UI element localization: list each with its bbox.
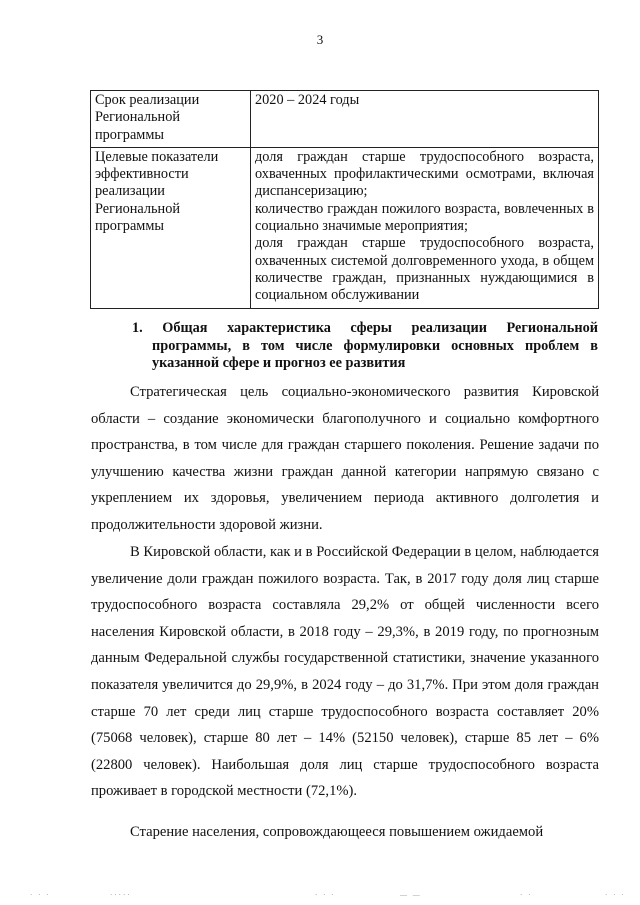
table-row: [91, 147, 599, 308]
value-line: 2020 – 2024 годы: [255, 92, 360, 108]
section-heading: 1. Общая характеристика сферы реализации Региональной программы, в том числе формулировки основных проблем в указанной сфере и прогноз ее развития: [132, 320, 598, 371]
row-value-period: [251, 91, 599, 148]
row-label-period: Срок реализации Региональной программы: [91, 91, 251, 148]
scan-noise: · · · ····· · · · — — · · · · ·: [30, 891, 626, 899]
row-value-indicators: [251, 147, 599, 308]
program-info-table: [90, 90, 599, 309]
page-number: 3: [316, 32, 324, 47]
body-paragraph: Стратегическая цель социально-экономического развития Кировской области – создание экономически благополучного и социально комфортного пространства, в том числе для граждан старшего поколения. Решение задачи по улучшению качества жизни граждан данной категории напрямую связано с укреплением их здоровья, увеличением периода активного долголетия и продолжительности здоровой жизни.: [91, 384, 599, 533]
table-row: [91, 91, 599, 148]
indicator-item: доля граждан старше трудоспособного возраста, охваченных профилактическими осмотрами, включая диспансеризацию;: [255, 148, 594, 200]
indicator-item: количество граждан пожилого возраста, вовлеченных в социально значимые мероприятия;: [255, 200, 594, 235]
row-label-indicators: Целевые показатели эффективности реализации Региональной программы: [91, 147, 251, 308]
body-paragraph: Старение населения, сопровождающееся повышением ожидаемой: [130, 824, 544, 840]
body-paragraph: В Кировской области, как и в Российской Федерации в целом, наблюдается увеличение доли граждан пожилого возраста. Так, в 2017 году доля лиц старше трудоспособного возраста составляла 29,2% от общей численности всего населения Кировской области, в 2018 году – 29,3%, в 2019 году, по прогнозным данным Федеральной службы государственной статистики, значение указанного показателя увеличится до 29,9%, в 2024 году – до 31,7%. При этом доля граждан старше 70 лет среди лиц старше трудоспособного возраста составляет 20% (75068 человек), старше 80 лет – 14% (52150 человек), старше 85 лет – 6% (22800 человек). Наибольшая доля лиц старше трудоспособного возраста проживает в городской местности (72,1%).: [91, 544, 599, 800]
indicator-item: доля граждан старше трудоспособного возраста, охваченных системой долговременного ухода, в общем количестве граждан, признанных нуждающимися в социальном обслуживании: [255, 235, 594, 304]
